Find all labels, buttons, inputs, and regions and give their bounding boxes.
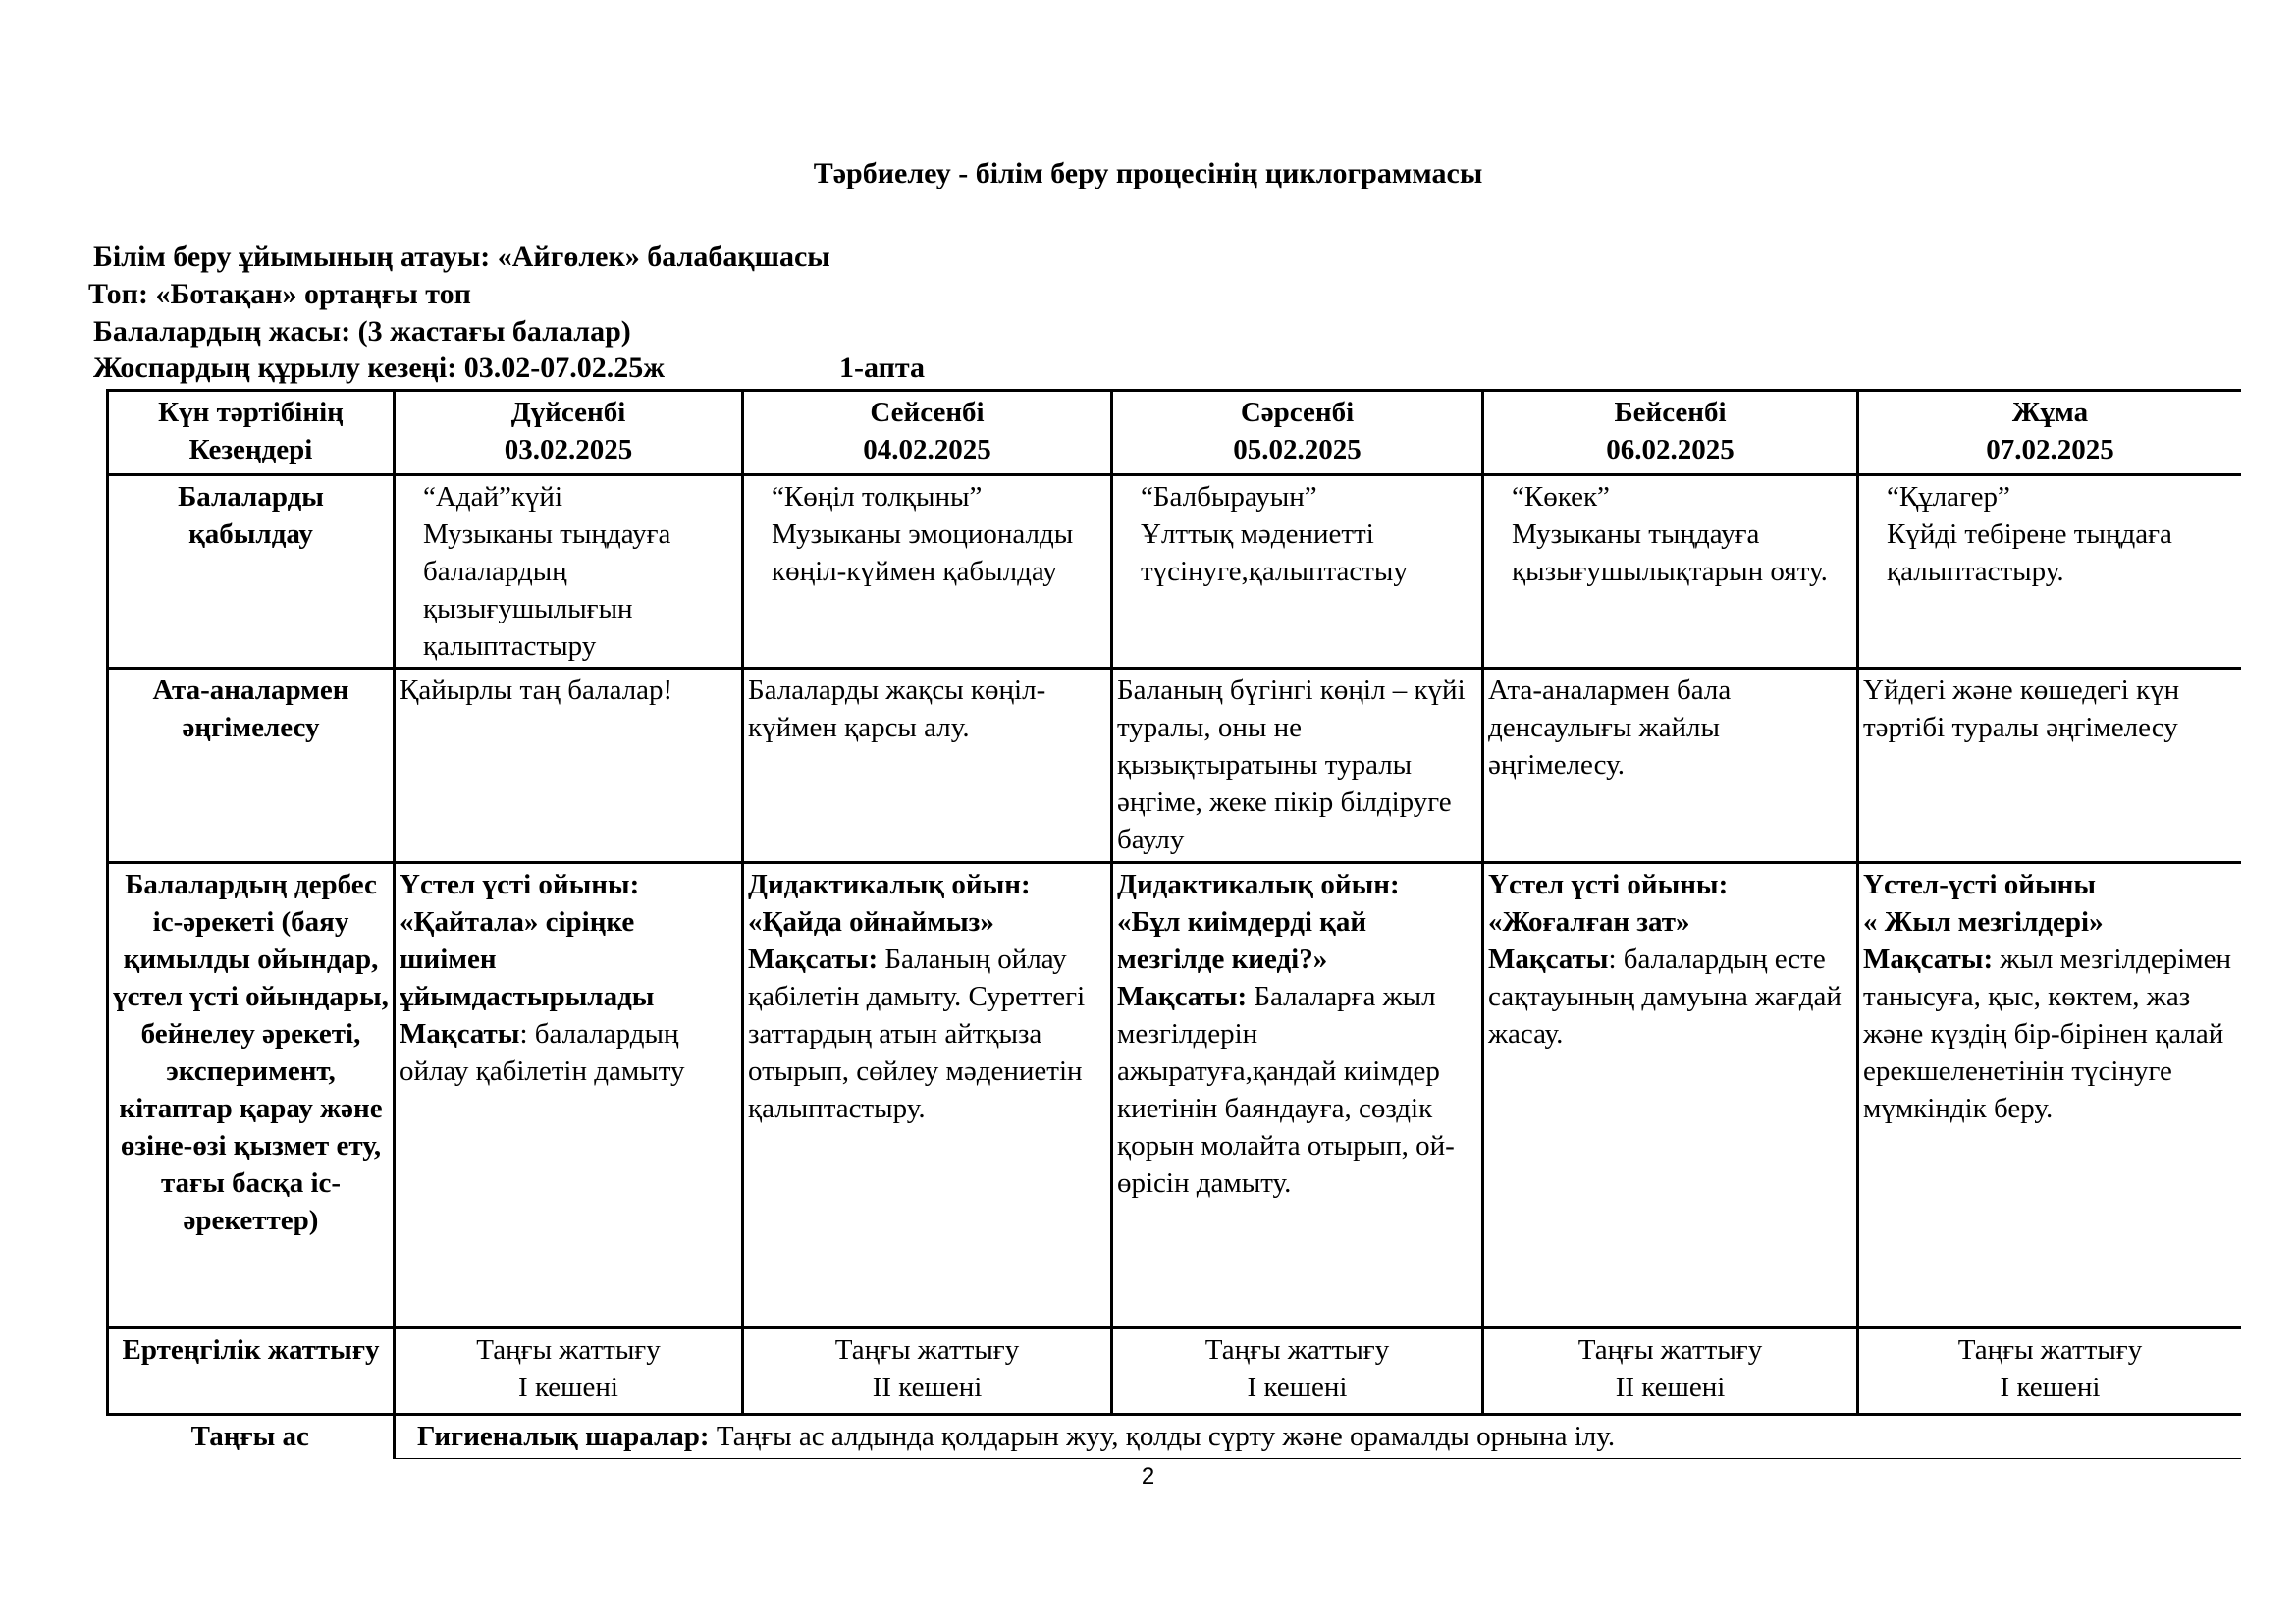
- goal-text: Баланың ойлау қабілетін дамыту. Суреттегі заттардың атын айтқыза отырып, сөйлеу мәдениетін қалыптастыру.: [748, 944, 1086, 1124]
- cyclogram-table: [106, 389, 2241, 1459]
- music-title: “Көкек”: [1512, 481, 1610, 513]
- document-title: Тәрбиелеу - білім беру процесінің циклограммасы: [813, 157, 1483, 189]
- exercise-title: Таңғы жаттығу: [1957, 1334, 2143, 1366]
- header-periods-line2: Кезеңдері: [188, 434, 313, 465]
- goal-text: : балалардың есте сақтауының дамуына жағдай жасау.: [1488, 944, 1842, 1050]
- game-goal: [748, 941, 1106, 1127]
- exercise-set: ІІ кешені: [872, 1372, 983, 1403]
- header-day-tuesday: [743, 391, 1112, 475]
- cyclogram-table-wrapper: [106, 389, 2241, 1459]
- page-number: 2: [1141, 1463, 1155, 1489]
- day-name: Дүйсенбі: [510, 397, 626, 428]
- header-day-wednesday: [1112, 391, 1483, 475]
- org-name: Білім беру ұйымының атауы: «Айгөлек» балабақшасы: [93, 241, 830, 273]
- hygiene-text: Таңғы ас алдында қолдарын жуу, қолды сүрту және орамалды орнына ілу.: [709, 1421, 1616, 1452]
- row-activity: [108, 863, 2242, 1328]
- row-label: Ата-аналармен әңгімелесу: [108, 669, 395, 863]
- goal-text: жыл мезгілдерімен танысуға, қыс, көктем, жаз және күздің бір-бірінен қалай ерекшеленетінін түсінуге мүмкіндік беру.: [1863, 944, 2231, 1124]
- header-row: [108, 391, 2242, 475]
- hygiene-label: Гигиеналық шаралар:: [417, 1421, 710, 1452]
- exercise-set: І кешені: [1247, 1372, 1348, 1403]
- day-name: Сәрсенбі: [1240, 397, 1355, 428]
- cell: Қайырлы таң балалар!: [395, 669, 743, 863]
- day-date: 05.02.2025: [1233, 434, 1362, 465]
- day-date: 06.02.2025: [1606, 434, 1735, 465]
- day-name: Жұма: [2011, 397, 2089, 428]
- day-date: 03.02.2025: [504, 434, 633, 465]
- music-goal: Музыканы эмоционалды көңіл-күймен қабылдау: [772, 518, 1074, 587]
- cell: [1858, 475, 2242, 669]
- exercise-title: Таңғы жаттығу: [476, 1334, 661, 1366]
- header-day-friday: [1858, 391, 2242, 475]
- game-type: Дидактикалық ойын:: [1117, 869, 1400, 900]
- header-periods: [108, 391, 395, 475]
- game-type: Үстел үсті ойыны:: [1488, 869, 1729, 900]
- cell: [395, 1328, 743, 1415]
- goal-text: Балаларға жыл мезгілдерін ажыратуға,қандай киімдер киетінін баяндауға, сөздік қорын молайта отырып, ой-өрісін дамыту.: [1117, 981, 1455, 1199]
- header-day-monday: [395, 391, 743, 475]
- cell: Баланың бүгінгі көңіл – күйі туралы, оны не қызықтыратыны туралы әңгіме, жеке пікір білдіруге баулу: [1112, 669, 1483, 863]
- music-goal: Күйді тебірене тыңдаға қалыптастыру.: [1887, 518, 2172, 587]
- week-number: 1-апта: [839, 352, 925, 384]
- music-goal: Музыканы тыңдауға балалардың қызығушылығын қалыптастыру: [423, 518, 671, 662]
- exercise-set: І кешені: [2000, 1372, 2101, 1403]
- day-date: 04.02.2025: [863, 434, 991, 465]
- row-reception: [108, 475, 2242, 669]
- cell: [1858, 863, 2242, 1328]
- game-goal: [1117, 978, 1477, 1202]
- music-title: “Құлагер”: [1887, 481, 2010, 513]
- exercise-title: Таңғы жаттығу: [1204, 1334, 1390, 1366]
- cell: [743, 475, 1112, 669]
- cell: [1112, 475, 1483, 669]
- exercise-title: Таңғы жаттығу: [1577, 1334, 1763, 1366]
- cell: [395, 863, 743, 1328]
- row-exercise: [108, 1328, 2242, 1415]
- plan-period: Жоспардың құрылу кезеңі: 03.02-07.02.25ж: [93, 352, 665, 384]
- header-periods-line1: Күн тәртібінің: [158, 397, 344, 428]
- cell: Үйдегі және көшедегі күн тәртібі туралы әңгімелесу: [1858, 669, 2242, 863]
- row-label: Балаларды қабылдау: [108, 475, 395, 669]
- row-label: Ертеңгілік жаттығу: [108, 1328, 395, 1415]
- cell: [743, 1328, 1112, 1415]
- goal-label: Мақсаты: [1488, 944, 1609, 975]
- cell: [1112, 1328, 1483, 1415]
- cell: [395, 475, 743, 669]
- cell: [1483, 1328, 1858, 1415]
- cell: [743, 863, 1112, 1328]
- day-name: Сейсенбі: [870, 397, 985, 428]
- game-type: Үстел-үсті ойыны: [1863, 869, 2096, 900]
- music-title: “Көңіл толқыны”: [772, 481, 983, 513]
- cell: [1858, 1328, 2242, 1415]
- cell: [1483, 475, 1858, 669]
- game-goal: [1863, 941, 2237, 1127]
- game-name: «Қайда ойнаймыз»: [748, 906, 994, 938]
- exercise-set: ІІ кешені: [1615, 1372, 1726, 1403]
- goal-label: Мақсаты:: [1117, 981, 1248, 1012]
- day-date: 07.02.2025: [1986, 434, 2114, 465]
- row-label: Таңғы ас: [108, 1415, 395, 1460]
- row-breakfast: [108, 1415, 2242, 1460]
- goal-label: Мақсаты: [400, 1018, 520, 1050]
- cell: [1112, 863, 1483, 1328]
- header-day-thursday: [1483, 391, 1858, 475]
- children-age: Балалардың жасы: (3 жастағы балалар): [93, 315, 631, 348]
- game-name: «Жоғалған зат»: [1488, 906, 1690, 938]
- cell: Ата-аналармен бала денсаулығы жайлы әңгімелесу.: [1483, 669, 1858, 863]
- game-type: Үстел үсті ойыны:: [400, 869, 640, 900]
- music-goal: Ұлттық мәдениетті түсінуге,қалыптастыу: [1141, 518, 1408, 587]
- cell: Балаларды жақсы көңіл-күймен қарсы алу.: [743, 669, 1112, 863]
- game-name: « Жыл мезгілдері»: [1863, 906, 2104, 938]
- music-title: “Адай”күйі: [423, 481, 562, 513]
- group-name: Топ: «Ботақан» ортаңғы топ: [88, 278, 471, 310]
- music-goal: Музыканы тыңдауға қызығушылықтарын ояту.: [1512, 518, 1828, 587]
- game-name: «Бұл киімдерді қай мезгілде киеді?»: [1117, 906, 1367, 975]
- exercise-set: І кешені: [518, 1372, 618, 1403]
- cell-hygiene: [395, 1415, 2242, 1460]
- goal-text: : балалардың ойлау қабілетін дамыту: [400, 1018, 685, 1087]
- row-parents: [108, 669, 2242, 863]
- exercise-title: Таңғы жаттығу: [834, 1334, 1020, 1366]
- game-type: Дидактикалық ойын:: [748, 869, 1031, 900]
- goal-label: Мақсаты:: [1863, 944, 1994, 975]
- goal-label: Мақсаты:: [748, 944, 879, 975]
- game-goal: [1488, 941, 1852, 1053]
- game-name: «Қайтала» сіріңке шиімен ұйымдастырылады: [400, 906, 655, 1012]
- cell: [1483, 863, 1858, 1328]
- music-title: “Балбырауын”: [1141, 481, 1317, 513]
- day-name: Бейсенбі: [1614, 397, 1727, 428]
- row-label: Балалардың дербес іс-әрекеті (баяу қимылды ойындар, үстел үсті ойындары, бейнелеу әрекеті, эксперимент, кітаптар қарау және өзіне-өзі қызмет ету, тағы басқа іс-әрекеттер): [108, 863, 395, 1328]
- game-goal: [400, 1015, 737, 1090]
